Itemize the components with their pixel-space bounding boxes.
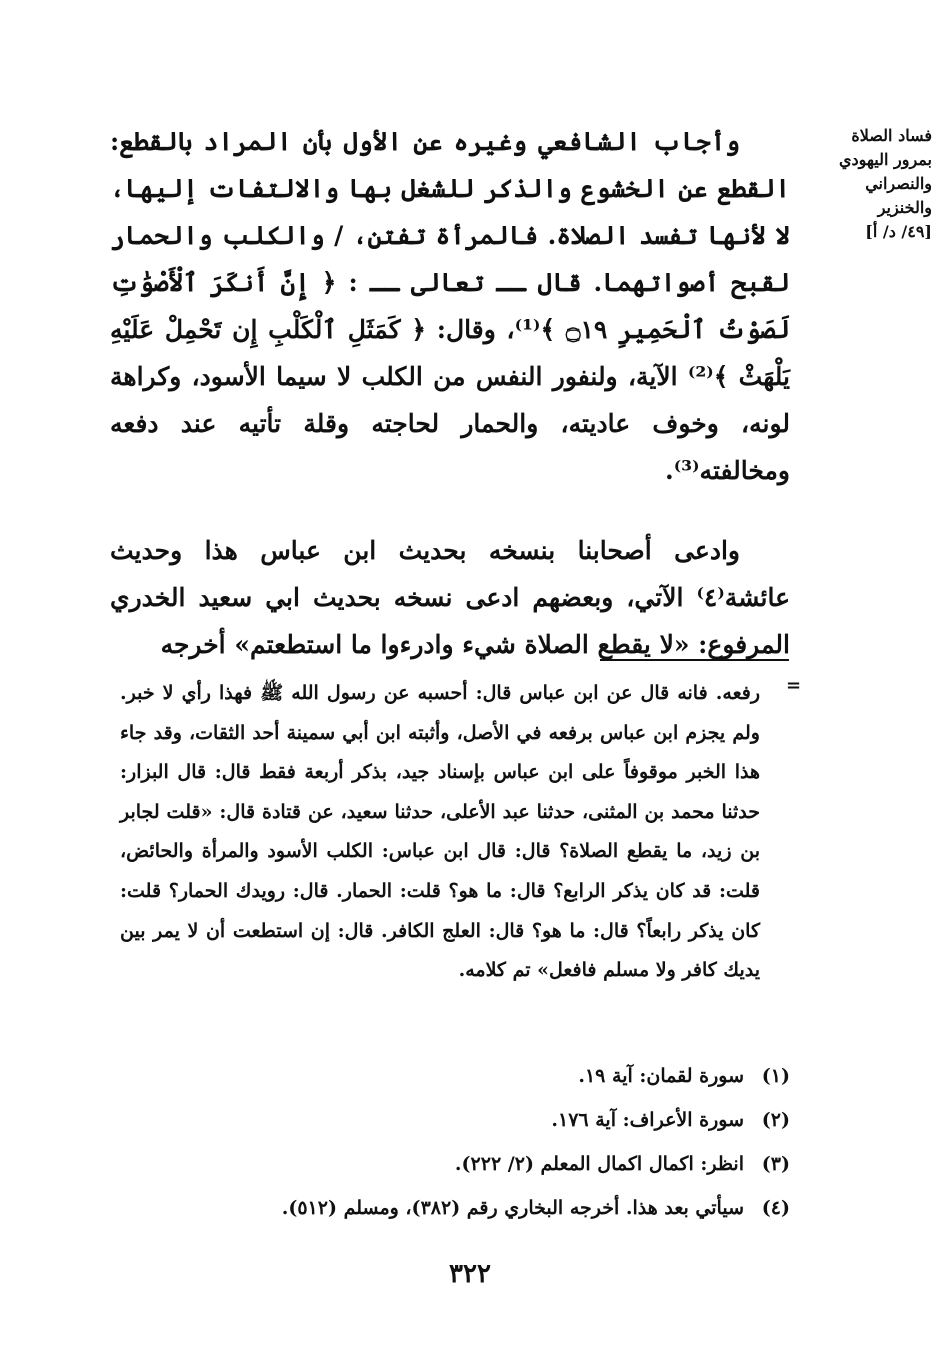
footnote-text: انظر: اكمال اكمال المعلم (٢/ ٢٢٢). (454, 1153, 744, 1175)
footnote-continuation-mark: = (786, 675, 802, 696)
paragraph: وأجاب الشافعي وغيره عن الأول بأن المراد بالقطع: القطع عن الخشوع والذكر للشغل بها والالتفات إليها، لا لأنها تفسد الصلاة. فالمرأة تفتن، / والكلب والحمار لقبح أصواتهما. قال ــ تعالى ــ : ﴿ إِنَّ أَنكَرَ ٱلْأَصْوَٰتِ لَصَوْتُ ٱلْحَمِيرِ ۝١٩ ﴾⁽¹⁾، وقال: ﴿ كَمَثَلِ ٱلْكَلْبِ إِن تَحْمِلْ عَلَيْهِ يَلْهَثْ ﴾⁽²⁾ الآية، ولنفور النفس من الكلب لا سيما الأسود، وكراهة لونه، وخوف عاديته، والحمار لحاجته وقلة تأتيه عند دفعه ومخالفته⁽³⁾. (110, 127, 790, 485)
main-text (110, 118, 790, 668)
footnote-text: سورة الأعراف: آية ١٧٦. (551, 1109, 744, 1131)
footnote-separator (600, 659, 789, 661)
page-number: ٣٢٢ (449, 1259, 491, 1289)
paragraph: وادعى أصحابنا بنسخه بحديث ابن عباس هذا وحديث عائشة⁽٤⁾ الآتي، وبعضهم ادعى نسخه بحديث ابي سعيد الخدري المرفوع: «لا يقطع الصلاة شيء وادرءوا ما استطعتم» أخرجه (110, 536, 790, 659)
margin-note (806, 124, 932, 244)
footnote-continuation-text: رفعه. فانه قال عن ابن عباس قال: أحسبه عن رسول الله ﷺ فهذا رأي لا خبر. ولم يجزم ابن عباس برفعه في الأصل، وأثبته ابن أبي سمينة أحد الثقات، وقد جاء هذا الخبر موقوفاً على ابن عباس بإسناد جيد، بذكر أربعة فقط قال: قال البزار: حدثنا محمد بن المثنى، حدثنا عبد الأعلى، حدثنا سعيد، عن قتادة قال: «قلت لجابر بن زيد، ما يقطع الصلاة؟ قال: قال ابن عباس: الكلب الأسود والمرأة والحائض، قلت: قد كان يذكر الرابع؟ قال: ما هو؟ قلت: الحمار. قال: رويدك الحمار؟ قلت: كان يذكر رابعاً؟ قال: ما هو؟ قال: العلج الكافر. قال: إن استطعت أن لا يمر بين يديك كافر ولا مسلم فافعل» تم كلامه. (120, 682, 760, 982)
footnote-continuation (120, 674, 760, 991)
footnote-number: (٢) (761, 1109, 790, 1131)
margin-note-line: والنصراني (865, 174, 932, 193)
footnote-item (120, 1186, 790, 1230)
margin-note-line: بمرور اليهودي (839, 150, 932, 169)
footnote-number: (٤) (761, 1197, 790, 1219)
footnote-text: سيأتي بعد هذا. أخرجه البخاري رقم (٣٨٢)، ومسلم (٥١٢). (281, 1197, 744, 1219)
footnote-number: (٣) (761, 1153, 790, 1175)
footnote-item (120, 1054, 790, 1098)
manuscript-folio-reference: [٤٩/ د/ أ] (865, 222, 932, 241)
footnote-number: (١) (761, 1065, 790, 1087)
margin-note-line: والخنزير (877, 198, 932, 217)
footnote-item (120, 1098, 790, 1142)
footnote-text: سورة لقمان: آية ١٩. (578, 1065, 744, 1087)
footnote-item (120, 1142, 790, 1186)
margin-note-line: فساد الصلاة (851, 126, 932, 145)
footnote-list (120, 1054, 790, 1230)
